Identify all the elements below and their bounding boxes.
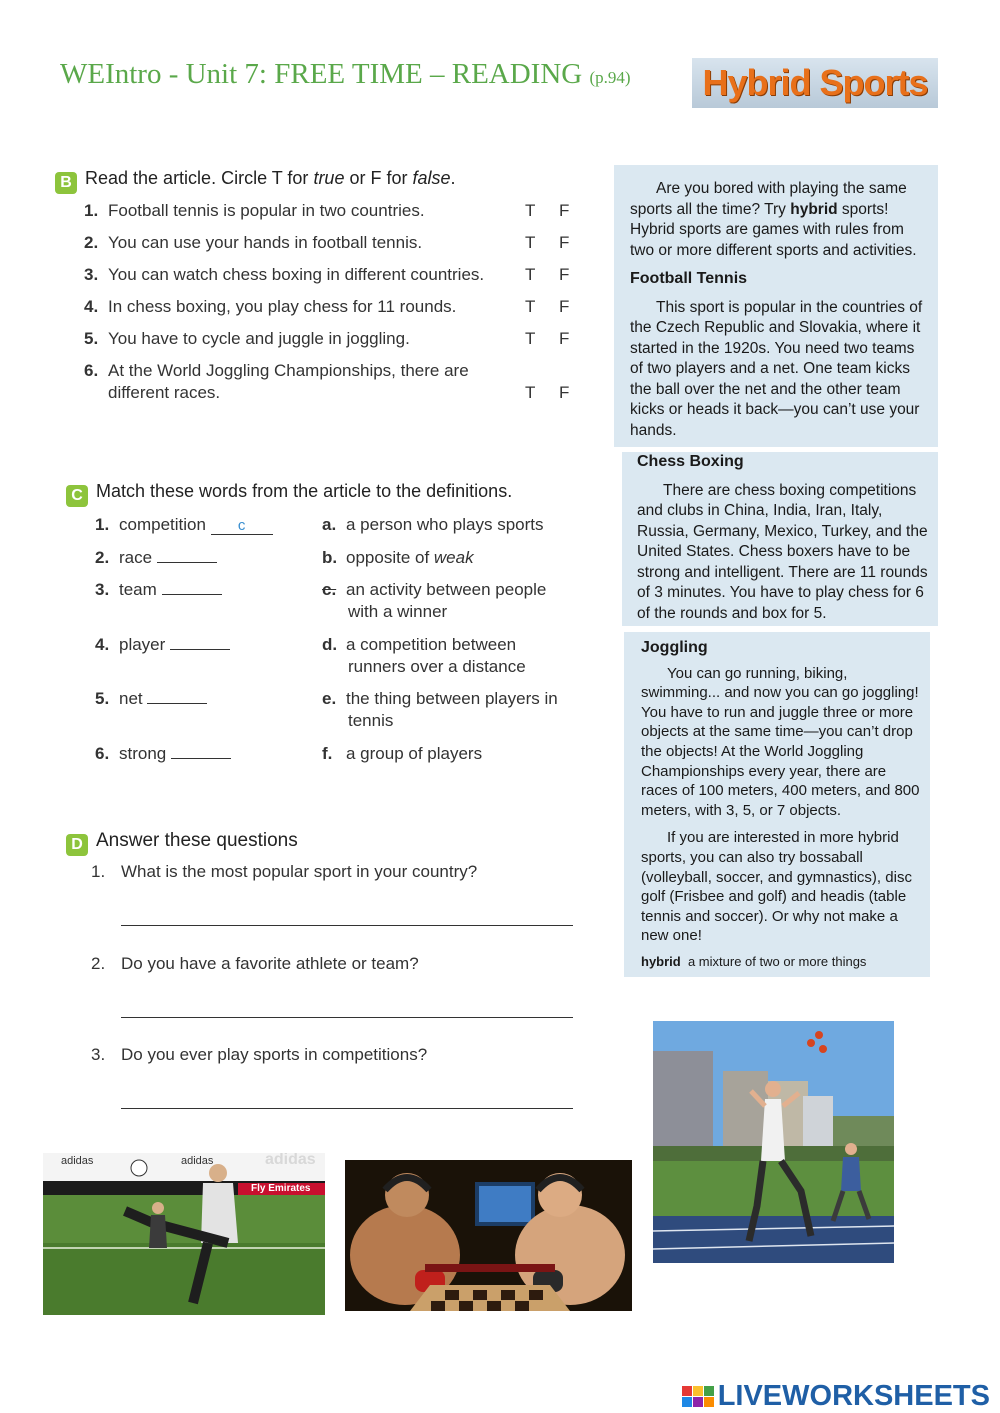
section-d-instruction: Answer these questions xyxy=(96,830,298,851)
section-b-instruction-end: . xyxy=(450,168,456,188)
definition-letter: d. xyxy=(322,635,338,654)
section-b-badge: B xyxy=(55,172,77,194)
word-text: net xyxy=(119,689,143,708)
true-option[interactable]: T xyxy=(525,265,536,284)
word-item-3 xyxy=(95,580,222,600)
definition-b xyxy=(322,548,474,568)
definition-letter: b. xyxy=(322,548,338,567)
banner-adidas-2: adidas xyxy=(181,1155,214,1167)
chess-boxing-photo xyxy=(345,1160,632,1311)
item-text: You can use your hands in football tennis. xyxy=(108,233,423,252)
definition-text: a person who plays sports xyxy=(346,515,544,534)
question-text: Do you ever play sports in competitions? xyxy=(121,1045,428,1064)
word-answer-blank[interactable] xyxy=(162,580,222,595)
article-panel-joggling xyxy=(624,632,930,977)
tf-item-2 xyxy=(84,233,422,253)
liveworksheets-brand[interactable] xyxy=(682,1380,990,1413)
page-title xyxy=(60,58,631,91)
word-answer-blank[interactable] xyxy=(147,689,207,704)
true-word: true xyxy=(313,168,345,188)
word-item-6 xyxy=(95,744,231,764)
hybrid-sports-logo xyxy=(692,58,938,108)
true-option[interactable]: T xyxy=(525,233,536,252)
section-d-badge: D xyxy=(66,834,88,856)
false-option[interactable]: F xyxy=(559,233,570,252)
word-answer-blank[interactable]: c xyxy=(211,520,273,535)
word-text: competition xyxy=(119,515,206,534)
article-panel-chess xyxy=(622,452,938,626)
question-number: 3. xyxy=(91,1045,106,1064)
word-item-5 xyxy=(95,689,207,709)
definition-text: an activity between people xyxy=(346,580,547,599)
word-number: 5. xyxy=(95,689,110,708)
word-item-4 xyxy=(95,635,230,655)
definition-f xyxy=(322,744,482,764)
answer-line-3[interactable] xyxy=(121,1108,573,1109)
false-word: false xyxy=(412,168,451,188)
question-1 xyxy=(91,862,477,882)
tf-item-6-line-2: different races. xyxy=(108,383,221,402)
definition-d-line-2: runners over a distance xyxy=(348,657,526,676)
chess-boxing-heading: Chess Boxing xyxy=(637,453,744,470)
brand-text: LIVEWORKSHEETS xyxy=(717,1380,990,1412)
section-b-instruction: Read the article. Circle T for xyxy=(85,168,314,188)
question-3 xyxy=(91,1045,427,1065)
title-text: WEIntro - Unit 7: FREE TIME – READING xyxy=(60,58,583,90)
item-text: You have to cycle and juggle in joggling. xyxy=(108,329,410,348)
item-text: At the World Joggling Championships, there are xyxy=(108,361,469,380)
joggling-text: You can go running, biking, swimming... and now you can go joggling! You have to run and juggle three or more objects at the same time—you can’t drop the objects! At the World Joggling Championships every year, there are races of 100 meters, 400 meters, and 800 meters, with 3, 5, or 7 objects. xyxy=(641,664,920,819)
section-b-instruction-mid: or F for xyxy=(344,168,413,188)
false-option[interactable]: F xyxy=(559,201,570,220)
tf-item-6 xyxy=(84,361,469,381)
definition-italic: weak xyxy=(433,548,474,567)
word-number: 4. xyxy=(95,635,110,654)
tf-item-4 xyxy=(84,297,456,317)
word-text: team xyxy=(119,580,157,599)
question-number: 1. xyxy=(91,862,106,881)
banner-adidas-3: adidas xyxy=(265,1153,316,1168)
definition-c xyxy=(322,580,546,600)
definition-text: a competition between xyxy=(346,635,517,654)
article-intro xyxy=(630,179,938,261)
more-hybrid-text: If you are interested in more hybrid sports, you can also try bossaball (volleyball, soccer, and gymnastics), disc golf (Frisbee and golf) and headis (table tennis and soccer). Or why not make a new one! xyxy=(641,829,912,945)
item-text: You can watch chess boxing in different countries. xyxy=(108,265,485,284)
section-c-badge: C xyxy=(66,485,88,507)
item-number: 3. xyxy=(84,265,99,284)
football-tennis-heading: Football Tennis xyxy=(630,270,748,287)
page-reference: (p.94) xyxy=(589,68,631,87)
false-option[interactable]: F xyxy=(559,383,570,402)
item-number: 1. xyxy=(84,201,99,220)
word-text: race xyxy=(119,548,153,567)
chess-boxing-text: There are chess boxing competitions and clubs in China, India, Iran, Italy, Russia, Germany, Mexico, Turkey, and the United States. Chess boxers have to be strong and intelligent. There are 11 rounds of 3 minutes. You have to play chess for 6 of the rounds and box for 5. xyxy=(637,481,928,622)
item-text: Football tennis is popular in two countries. xyxy=(108,201,425,220)
definition-d xyxy=(322,635,516,655)
banner-fly-emirates: Fly Emirates xyxy=(251,1183,311,1194)
word-answer-blank[interactable] xyxy=(157,548,217,563)
question-text: Do you have a favorite athlete or team? xyxy=(121,954,419,973)
true-option[interactable]: T xyxy=(525,329,536,348)
definition-e-line-2: tennis xyxy=(348,711,394,730)
glossary-definition: a mixture of two or more things xyxy=(687,953,867,969)
false-option[interactable]: F xyxy=(559,329,570,348)
word-number: 3. xyxy=(95,580,110,599)
word-number: 1. xyxy=(95,515,110,534)
definition-a xyxy=(322,515,544,535)
definition-c-line-2: with a winner xyxy=(348,602,448,621)
word-number: 2. xyxy=(95,548,110,567)
answer-line-2[interactable] xyxy=(121,1017,573,1018)
word-text: strong xyxy=(119,744,167,763)
section-b-heading xyxy=(55,168,456,194)
glossary-word: hybrid xyxy=(641,953,681,969)
true-option[interactable]: T xyxy=(525,297,536,316)
answer-line-1[interactable] xyxy=(121,925,573,926)
definition-letter: a. xyxy=(322,515,337,534)
definition-letter: e. xyxy=(322,689,337,708)
definition-letter: c. xyxy=(322,580,337,599)
tf-item-1 xyxy=(84,201,425,221)
true-option[interactable]: T xyxy=(525,201,536,220)
intro-bold: hybrid xyxy=(790,200,838,218)
intro-text-end: sports! Hybrid sports are games with rules from two or more different sports and activities. xyxy=(630,200,917,259)
item-number: 6. xyxy=(84,361,99,380)
definition-letter: f. xyxy=(322,744,333,763)
word-answer-blank[interactable] xyxy=(171,744,231,759)
section-d-heading xyxy=(66,830,298,856)
true-option[interactable]: T xyxy=(525,383,536,402)
question-text: What is the most popular sport in your country? xyxy=(121,862,478,881)
word-item-1 xyxy=(95,515,273,535)
item-number: 4. xyxy=(84,297,99,316)
item-number: 5. xyxy=(84,329,99,348)
tf-item-3 xyxy=(84,265,484,285)
logo-text: Hybrid Sports xyxy=(702,62,928,103)
banner-adidas-1: adidas xyxy=(61,1155,94,1167)
tf-item-5 xyxy=(84,329,410,349)
football-tennis-text: This sport is popular in the countries of the Czech Republic and Slovakia, where it started in the 1920s. You need two teams of two players and a net. One team kicks the ball over the net and the other team kicks or heads it back—you can’t use your hands. xyxy=(630,298,923,439)
false-option[interactable]: F xyxy=(559,265,570,284)
joggling-heading: Joggling xyxy=(641,639,708,656)
intro-text: Are you bored with playing the same sports all the time? Try xyxy=(630,180,907,218)
joggling-photo xyxy=(653,1021,894,1263)
section-c-instruction: Match these words from the article to the definitions. xyxy=(96,481,513,501)
question-number: 2. xyxy=(91,954,106,973)
football-tennis-photo xyxy=(43,1153,325,1315)
word-answer-blank[interactable] xyxy=(170,635,230,650)
definition-text: the thing between players in xyxy=(346,689,558,708)
definition-text: opposite of xyxy=(346,548,434,567)
item-number: 2. xyxy=(84,233,99,252)
liveworksheets-logo-icon xyxy=(682,1386,714,1407)
word-item-2 xyxy=(95,548,217,568)
word-text: player xyxy=(119,635,166,654)
definition-text: a group of players xyxy=(346,744,483,763)
false-option[interactable]: F xyxy=(559,297,570,316)
glossary xyxy=(641,952,926,972)
section-c-heading xyxy=(66,481,512,507)
question-2 xyxy=(91,954,419,974)
definition-e xyxy=(322,689,558,709)
article-panel-football xyxy=(614,165,938,447)
word-number: 6. xyxy=(95,744,110,763)
item-text: In chess boxing, you play chess for 11 rounds. xyxy=(108,297,457,316)
